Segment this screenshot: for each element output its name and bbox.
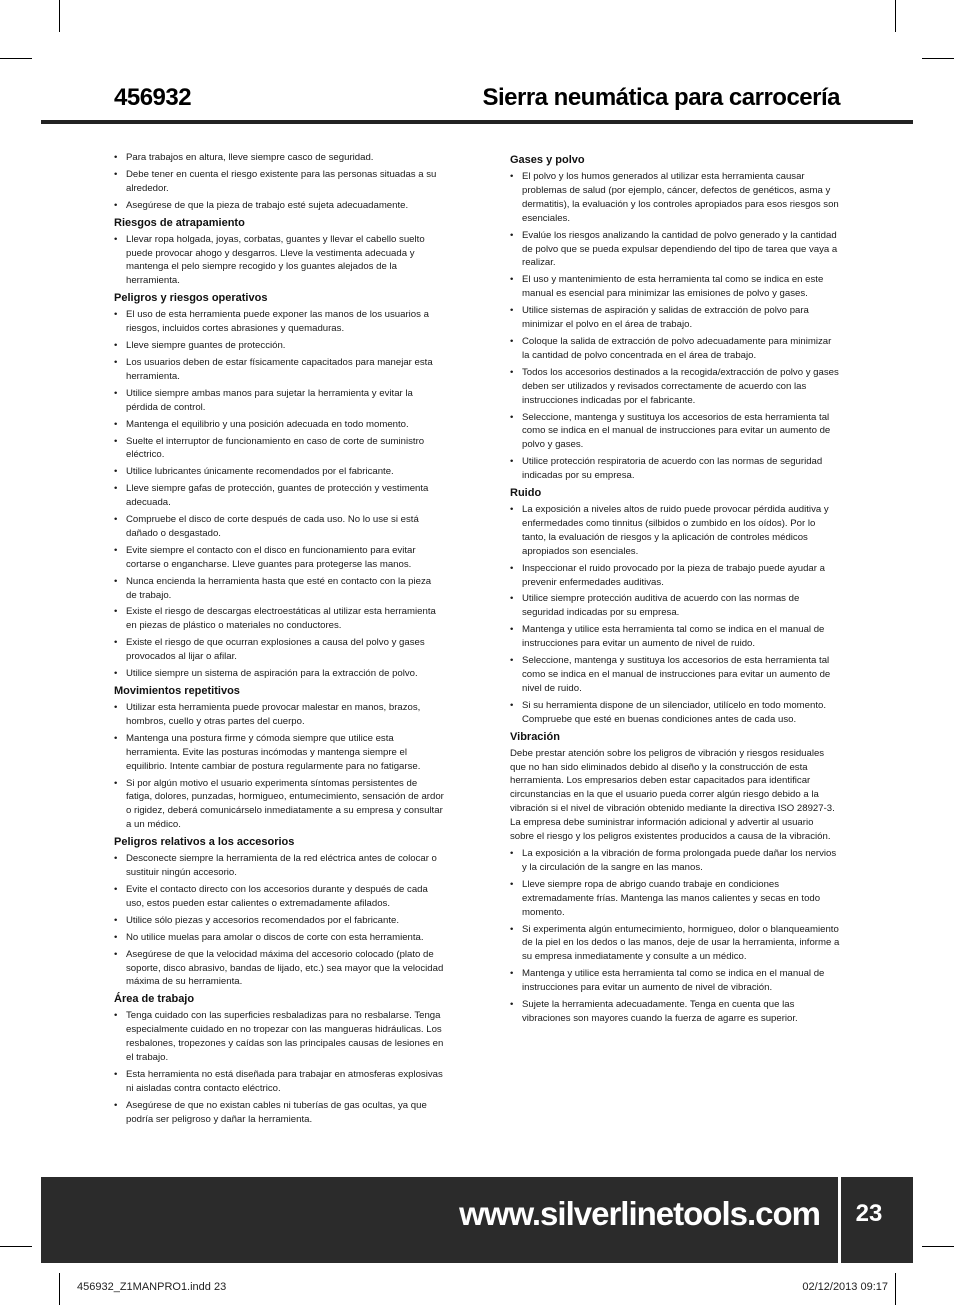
list-item: • Mantenga y utilice esta herramienta tal como se indica en el manual de instrucciones para evitar un aumento de nivel de ruido. [510,623,840,651]
section-title-repetitivos: Movimientos repetitivos [114,685,240,697]
print-slug-date: 02/12/2013 09:17 [802,1281,888,1293]
list-item: • Para trabajos en altura, lleve siempre casco de seguridad. [114,151,444,165]
list-item: • Existe el riesgo de que ocurran explosiones a causa del polvo y gases provocados al lijar o afilar. [114,636,444,664]
crop-mark [922,1246,954,1247]
list-item: • Sujete la herramienta adecuadamente. Tenga en cuenta que las vibraciones son mayores cuando la fuerza de agarre es superior. [510,998,840,1026]
list-item: • Esta herramienta no está diseñada para trabajar en atmosferas explosivas ni aisladas contra contacto eléctrico. [114,1068,444,1096]
list-item: • Inspeccionar el ruido provocado por la pieza de trabajo puede ayudar a prevenir enfermedades auditivas. [510,562,840,590]
list-item: • Todos los accesorios destinados a la recogida/extracción de polvo y gases deben ser utilizados y revisados correctamente de acuerdo con las instrucciones indicadas por el fabricante. [510,366,840,408]
section-title-ruido: Ruido [510,487,542,500]
list-item: • Asegúrese de que la pieza de trabajo esté sujeta adecuadamente. [114,199,444,213]
page-title: Sierra neumática para carrocería [482,84,840,111]
vibracion-paragraph: Debe prestar atención sobre los peligros de vibración y riesgos residuales que no han sido eliminados debido al diseño y la construcción de esta herramienta. Los empresarios deben estar capacitados para identificar circunstancias en la que el usuario pueda correr algún riesgo debido a la vibración si el nivel de vibración obtenido mediante la directiva ISO 28927-3. La empresa debe suministrar información adicional y advertir al usuario sobre el riesgo y los peligros existentes producidos a causa de la vibración. [510,747,835,843]
list-item: • Lleve siempre ropa de abrigo cuando trabaje en condiciones extremadamente frías. Mantenga las manos calientes y secas en todo momento. [510,878,840,920]
list-item: • Evite siempre el contacto con el disco en funcionamiento para evitar cortarse o engancharse. Lleve guantes para protegerse las manos. [114,544,444,572]
list-item: • Utilice lubricantes únicamente recomendados por el fabricante. [114,465,444,479]
area-list [114,1009,444,1126]
list-item: • Existe el riesgo de descargas electroestáticas al utilizar esta herramienta en piezas de plástico o materiales no conductores. [114,605,444,633]
list-item: • Utilice siempre ambas manos para sujetar la herramienta y evitar la pérdida de control. [114,387,444,415]
list-item: • Debe tener en cuenta el riesgo existente para las personas situadas a su alrededor. [114,168,444,196]
list-item: • Seleccione, mantenga y sustituya los accesorios de esta herramienta tal como se indica en el manual de instrucciones para evitar un aumento de polvo y gases. [510,411,840,453]
ruido-list [510,503,840,727]
list-item: • Asegúrese de que no existan cables ni tuberías de gas ocultas, ya que podría ser peligroso y dañar la herramienta. [114,1099,444,1127]
vibracion-list [510,847,840,1026]
list-item: • Si por algún motivo el usuario experimenta síntomas persistentes de fatiga, dolores, punzadas, hormigueo, entumecimiento, sensación de ardor o rigidez, deberá comunicárselo inmediatamente a su empresa y consultar a un médico. [114,777,444,833]
list-item: • El polvo y los humos generados al utilizar esta herramienta causar problemas de salud (por ejemplo, cáncer, defectos de genéticos, asma y dermatitis), la evaluación y los controles apropiados para esos riesgos son esenciales. [510,170,840,226]
header-rule [41,120,913,124]
section-title-atrapamiento: Riesgos de atrapamiento [114,216,245,229]
list-item: • El uso y mantenimiento de esta herramienta tal como se indica en este manual es esencial para minimizar las emisiones de polvo y gases. [510,273,840,301]
page-number: 23 [855,1200,883,1227]
list-item: • Si su herramienta dispone de un silenciador, utilícelo en todo momento. Compruebe que esté en buenas condiciones antes de cada uso. [510,699,840,727]
list-item: • La exposición a niveles altos de ruido puede provocar pérdida auditiva y enfermedades como tinnitus (silbidos o zumbido en los oídos). Por lo tanto, la evaluación de riesgos y la aplicación de controles médicos apropiados son esenciales. [510,503,840,559]
section-title-operativos: Peligros y riesgos operativos [114,292,268,305]
intro-list [114,151,444,213]
list-item: • Los usuarios deben de estar físicamente capacitados para manejar esta herramienta. [114,356,444,384]
print-slug-file: 456932_Z1MANPRO1.indd 23 [77,1281,227,1293]
list-item: • Llevar ropa holgada, joyas, corbatas, guantes y llevar el cabello suelto puede provocar ahogo y desgarros. Lleve la vestimenta adecuada y mantenga el pelo siempre recogido y los guantes alejados de la herramienta. [114,233,444,289]
list-item: • La exposición a la vibración de forma prolongada puede dañar los nervios y la circulación de la sangre en las manos. [510,847,840,875]
list-item: • Lleve siempre guantes de protección. [114,339,444,353]
section-title-gases: Gases y polvo [510,154,585,166]
crop-mark [59,0,60,32]
list-item: • Mantenga el equilibrio y una posición adecuada en todo momento. [114,418,444,432]
crop-mark [895,0,896,32]
crop-mark [895,1273,896,1305]
crop-mark [59,1273,60,1305]
section-title-area: Área de trabajo [114,993,195,1006]
list-item: • Suelte el interruptor de funcionamiento en caso de corte de suministro eléctrico. [114,435,444,463]
list-item: • Lleve siempre gafas de protección, guantes de protección y vestimenta adecuada. [114,482,444,510]
list-item: • Evite el contacto directo con los accesorios durante y después de cada uso, estos pueden estar calientes o extremadamente afilados. [114,883,444,911]
website-link[interactable]: www.silverlinetools.com [459,1195,820,1232]
right-column [510,152,840,1029]
list-item: • Utilice protección respiratoria de acuerdo con las normas de seguridad indicadas por su empresa. [510,455,840,483]
list-item: • Coloque la salida de extracción de polvo adecuadamente para minimizar la cantidad de polvo concentrada en el área de trabajo. [510,335,840,363]
crop-mark [0,58,32,59]
list-item: • Utilice sistemas de aspiración y salidas de extracción de polvo para minimizar el polvo en el área de trabajo. [510,304,840,332]
list-item: • Mantenga una postura firme y cómoda siempre que utilice esta herramienta. Evite las posturas incómodas y mantenga siempre el equilibrio. Intente cambiar de postura regularmente para no fatigarse. [114,732,444,774]
list-item: • Evalúe los riesgos analizando la cantidad de polvo generado y la cantidad de polvo que se pueda expulsar dependiendo del tipo de tarea que vaya a realizar. [510,229,840,271]
list-item: • Seleccione, mantenga y sustituya los accesorios de esta herramienta tal como se indica en el manual de instrucciones para evitar un aumento de nivel de ruido. [510,654,840,696]
product-code: 456932 [114,84,192,111]
list-item: • Nunca encienda la herramienta hasta que esté en contacto con la pieza de trabajo. [114,575,444,603]
list-item: • Utilice siempre un sistema de aspiración para la extracción de polvo. [114,667,444,681]
list-item: • Tenga cuidado con las superficies resbaladizas para no resbalarse. Tenga especialmente cuidado en no tropezar con las mangueras hidráulicas. Los resbalones, tropezones y caídas son las principales causas de lesiones en el trabajo. [114,1009,444,1065]
list-item: • Mantenga y utilice esta herramienta tal como se indica en el manual de instrucciones para evitar un aumento de nivel de vibración. [510,967,840,995]
gases-list [510,170,840,483]
list-item: • Utilizar esta herramienta puede provocar malestar en manos, brazos, hombros, cuello y otras partes del cuerpo. [114,701,444,729]
repetitivos-list [114,701,444,832]
accesorios-list [114,852,444,989]
section-title-vibracion: Vibración [510,730,560,743]
list-item: • El uso de esta herramienta puede exponer las manos de los usuarios a riesgos, incluidos cortes abrasiones y quemaduras. [114,308,444,336]
crop-mark [0,1246,32,1247]
list-item: • Si experimenta algún entumecimiento, hormigueo, dolor o blanqueamiento de la piel en los dedos o las manos, deje de usar la herramienta, informe a su empresa inmediatamente y consulte a un médico. [510,923,840,965]
list-item: • Compruebe el disco de corte después de cada uso. No lo use si está dañado o desgastado. [114,513,444,541]
list-item: • Asegúrese de que la velocidad máxima del accesorio colocado (plato de soporte, disco abrasivo, bandas de lijado, etc.) sea mayor que la velocidad máxima de su herramienta. [114,948,444,990]
list-item: • No utilice muelas para amolar o discos de corte con esta herramienta. [114,931,444,945]
crop-mark [922,58,954,59]
section-title-accesorios: Peligros relativos a los accesorios [114,836,295,849]
left-column [114,151,444,1130]
list-item: • Desconecte siempre la herramienta de la red eléctrica antes de colocar o sustituir ningún accesorio. [114,852,444,880]
list-item: • Utilice siempre protección auditiva de acuerdo con las normas de seguridad indicadas por su empresa. [510,592,840,620]
atrapamiento-list [114,233,444,289]
list-item: • Utilice sólo piezas y accesorios recomendados por el fabricante. [114,914,444,928]
operativos-list [114,308,444,681]
